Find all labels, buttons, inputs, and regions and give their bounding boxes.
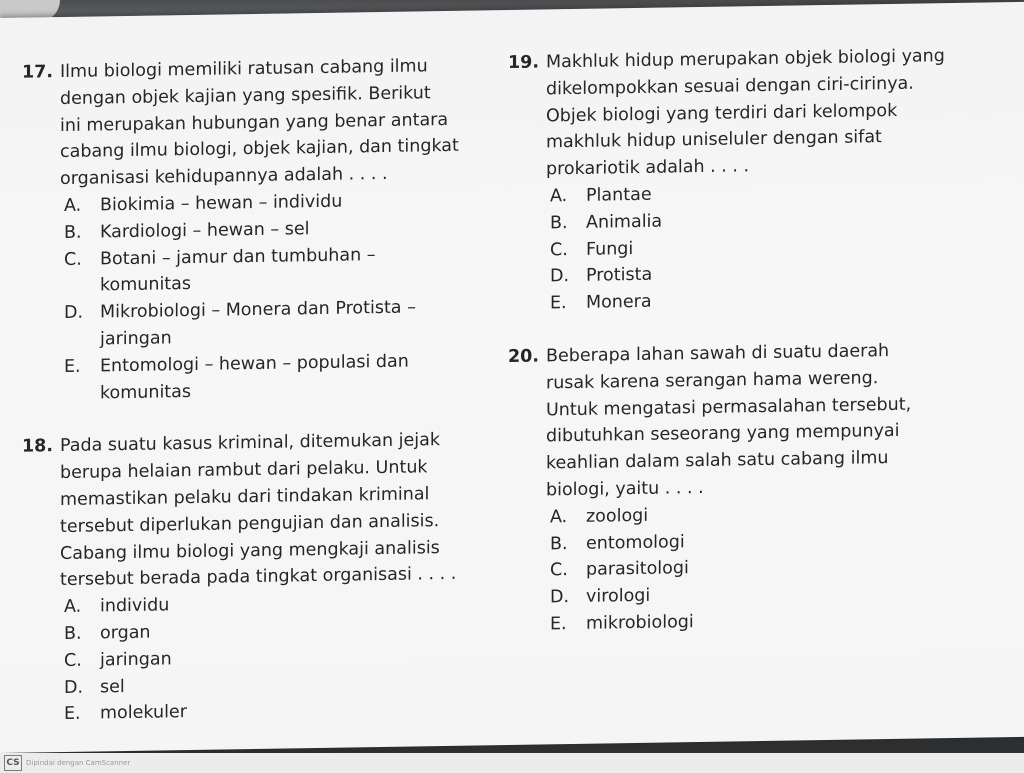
option-text: virologi [586,585,651,607]
option-letter: A. [64,195,82,216]
question-number: 20. [508,346,540,367]
scanner-watermark: Dipindai dengan CamScanner [26,759,131,767]
option-text: Fungi [586,238,634,260]
option-c [64,240,492,300]
option-text: Monera [586,291,652,313]
option-e [64,347,492,407]
question-20 [508,337,978,639]
option-text: mikrobiologi [586,612,694,634]
right-column [508,43,978,639]
question-number: 17. [22,62,54,83]
option-text: Protista [586,265,653,287]
option-letter: E. [550,293,567,314]
question-17 [22,52,492,408]
option-text: entomologi [586,531,685,554]
option-letter: C. [550,239,568,260]
question-19 [508,43,978,318]
option-letter: B. [64,623,82,644]
option-text: Animalia [586,211,663,233]
option-text: organ [100,622,151,644]
option-letter: E. [64,356,81,377]
option-letter: B. [550,533,568,554]
option-text: Plantae [586,184,652,206]
option-letter: A. [64,596,82,618]
question-number: 18. [22,436,54,458]
option-text: Botani – jamur dan tumbuhan – komunitas [100,244,376,296]
option-text: Entomologi – hewan – populasi dan komunitas [100,351,409,403]
camscanner-logo: CS [4,755,22,771]
question-text: Beberapa lahan sawah di suatu daerah rusak karena serangan hama wereng. Untuk mengatasi permasalahan tersebut, dibutuhkan seseorang yang mempunyai keahlian dalam salah satu cabang ilmu biologi, yaitu . . . . [546,341,912,501]
option-letter: E. [64,704,81,725]
option-e [64,695,492,729]
options-list [64,587,492,728]
option-letter: B. [64,222,82,243]
question-text: Makhluk hidup merupakan objek biologi yang dikelompokkan sesuai dengan ciri-cirinya. Objek biologi yang terdiri dari kelompok makhluk hidup uniseluler dengan sifat prokariotik adalah . . . . [546,46,945,180]
option-text: Kardiologi – hewan – sel [100,218,310,243]
option-letter: D. [64,302,84,324]
option-letter: C. [64,650,82,671]
option-letter: D. [550,587,570,608]
options-list [64,186,492,407]
option-text: Mikrobiologi – Monera dan Protista – jaringan [100,297,416,350]
option-letter: D. [64,677,84,698]
option-letter: A. [550,186,568,207]
left-column [22,52,492,729]
option-letter: D. [550,266,570,287]
option-d [64,293,492,353]
options-list [550,177,978,318]
option-letter: A. [550,506,568,528]
option-letter: C. [550,560,568,581]
option-text: Biokimia – hewan – individu [100,191,343,216]
question-18 [22,427,492,729]
option-text: molekuler [100,702,187,724]
option-e [550,605,978,639]
scanner-footer [0,753,1024,773]
document-page [0,2,1024,753]
option-text: jaringan [100,649,172,671]
option-text: zoologi [586,505,649,527]
question-number: 19. [508,52,540,74]
question-text: Pada suatu kasus kriminal, ditemukan jejak berupa helaian rambut dari pelaku. Untuk memastikan pelaku dari tindakan kriminal tersebut diperlukan pengujian dan analisis. Cabang ilmu biologi yang mengkaji analisis tersebut berada pada tingkat organisasi . . . . [60,430,457,591]
option-letter: C. [64,249,82,270]
option-text: parasitologi [586,558,689,581]
options-list [550,497,978,638]
option-letter: B. [550,212,568,234]
question-text: Ilmu biologi memiliki ratusan cabang ilmu dengan objek kajian yang spesifik. Berikut ini merupakan hubungan yang benar antara cabang ilmu biologi, objek kajian, dan tingkat organisasi kehidupannya adalah . . . . [60,56,459,190]
option-text: sel [100,676,125,697]
option-text: individu [100,595,170,617]
option-letter: E. [550,614,567,635]
